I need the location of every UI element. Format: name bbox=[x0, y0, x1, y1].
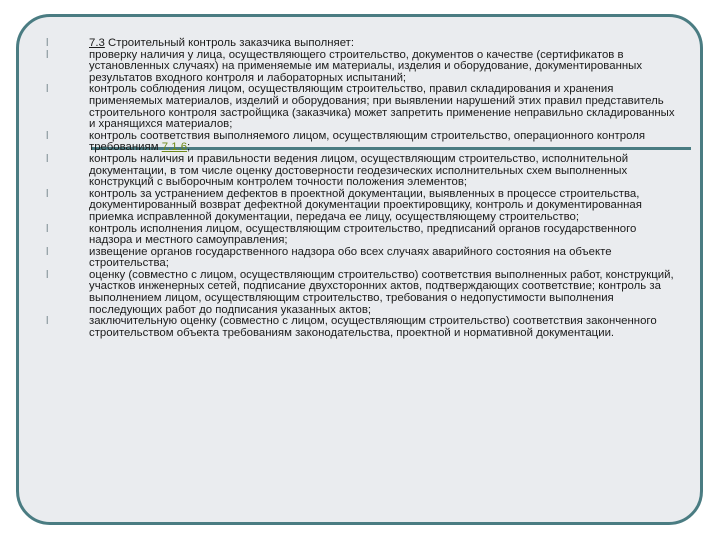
bullet-marker: l bbox=[46, 83, 49, 96]
list-item-text-end: ; bbox=[187, 141, 191, 154]
list-item-text: извещение органов государственного надзора обо всех случаях аварийного состояния на объекте строительства; bbox=[89, 245, 612, 270]
bullet-marker: l bbox=[46, 48, 49, 61]
list-item bbox=[19, 50, 700, 85]
bullet-list bbox=[19, 38, 700, 339]
list-item-text: контроль соответствия выполняемого лицом, осуществляющим строительство, операционного контроля требованиям bbox=[89, 129, 646, 154]
list-item bbox=[19, 247, 700, 270]
list-item bbox=[19, 316, 700, 339]
list-item-text: Строительный контроль заказчика выполняет: bbox=[104, 37, 355, 49]
bullet-marker: l bbox=[46, 152, 49, 165]
list-item-text: проверку наличия у лица, осуществляющего строительство, документов о качестве (сертификатов в установленных случаях) на применяемые им материалы, изделия и оборудование, документированных результатов входного контроля и лабораторных испытаний; bbox=[89, 48, 643, 84]
list-item-text: контроль наличия и правильности ведения лицом, осуществляющим строительство, исполнительной документации, в том числе оценку достоверности геодезических исполнительных схем выполненных конструкций с выборочным контролем точности положения элементов; bbox=[89, 152, 629, 189]
list-item bbox=[19, 131, 700, 154]
list-item bbox=[19, 270, 700, 316]
bullet-marker: l bbox=[46, 129, 49, 142]
list-item-text: контроль соблюдения лицом, осуществляющим строительство, правил складирования и хранения применяемых материалов, изделий и оборудования; при выявлении нарушений этих правил представитель строительного контроля застройщика (заказчика) может запретить применение неправильно складированных и хранящихся материалов; bbox=[89, 83, 675, 131]
bullet-marker: l bbox=[46, 268, 49, 281]
clause-number: 7.3 bbox=[89, 37, 105, 49]
slide-content bbox=[19, 38, 700, 339]
bullet-marker: l bbox=[46, 37, 49, 49]
bullet-marker: l bbox=[46, 245, 49, 258]
slide-frame bbox=[16, 14, 703, 525]
list-item-text: заключительную оценку (совместно с лицом, осуществляющим строительство) соответствия законченного строительством объекта требованиям законодательства, проектной и нормативной документации. bbox=[89, 315, 657, 339]
bullet-marker: l bbox=[46, 222, 49, 235]
bullet-marker: l bbox=[46, 315, 49, 328]
list-item-text: контроль исполнения лицом, осуществляющим строительство, предписаний органов государственного надзора и местного самоуправления; bbox=[89, 222, 637, 247]
list-item bbox=[19, 154, 700, 189]
list-item-text: контроль за устранением дефектов в проектной документации, выявленных в процессе строительства, документированный возврат дефектной документации проектировщику, контроль и документированная приемка исправленной документации, передача ее лицу, осуществляющему строительство; bbox=[89, 187, 642, 223]
list-item bbox=[19, 224, 700, 247]
clause-link-7-1-6[interactable]: 7.1.6 bbox=[161, 141, 188, 154]
list-item bbox=[19, 189, 700, 224]
list-item bbox=[19, 84, 700, 130]
bullet-marker: l bbox=[46, 187, 49, 200]
list-item-text: оценку (совместно с лицом, осуществляющим строительство) соответствия выполненных работ, конструкций, участков инженерных сетей, подписание двухсторонних актов, подтверждающих соответствие; контроль за выполнением лицом, осуществляющим строительство, требования о недопустимости выполнения последующих работ до подписания указанных актов; bbox=[89, 268, 674, 316]
